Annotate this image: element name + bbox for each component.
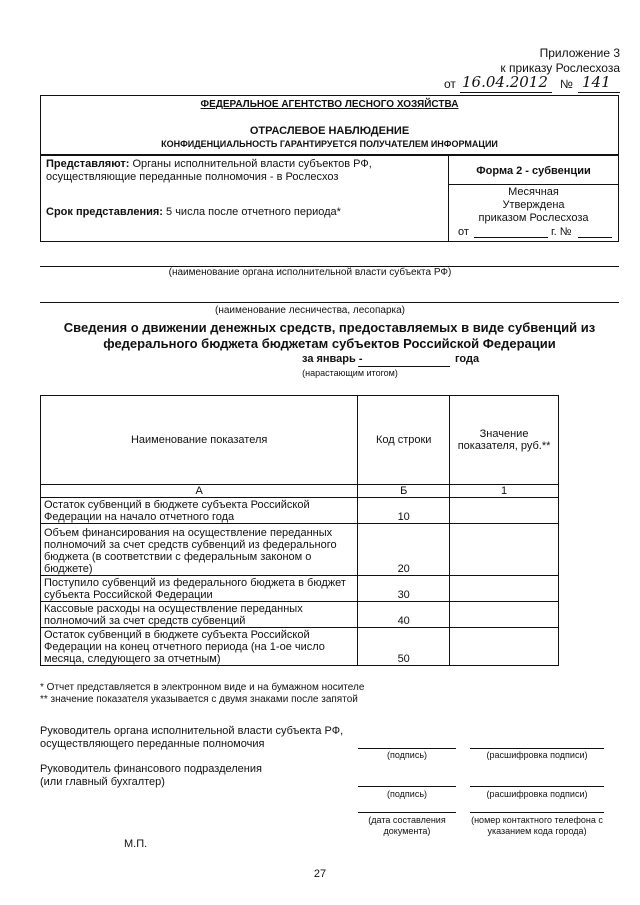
head-label-line1: Руководитель органа исполнительной власти субъекта РФ, xyxy=(40,725,344,737)
phone-caption-line2: указанием кода города) xyxy=(487,826,587,836)
observation-title: ОТРАСЛЕВОЕ НАБЛЮДЕНИЕ xyxy=(249,125,410,137)
row-name: Кассовые расходы на осуществление переданных полномочий за счет средств субвенций xyxy=(41,602,358,628)
forestry-input-line[interactable] xyxy=(40,302,619,303)
period-prefix: за январь - xyxy=(302,353,363,365)
agency-name: ФЕДЕРАЛЬНОЕ АГЕНТСТВО ЛЕСНОГО ХОЗЯЙСТВА xyxy=(200,99,459,110)
table-row xyxy=(41,628,559,666)
approved-from-label: от xyxy=(458,226,469,238)
approved-date-blank[interactable] xyxy=(474,237,548,238)
row-value-cell[interactable] xyxy=(450,498,559,524)
table-row xyxy=(41,602,559,628)
form-periodicity: Месячная xyxy=(508,186,559,198)
order-number-label: № xyxy=(560,77,573,91)
head-decode-caption: (расшифровка подписи) xyxy=(486,750,588,760)
order-date-line xyxy=(460,92,552,93)
form-title: Форма 2 - субвенции xyxy=(476,165,591,177)
table-header-row xyxy=(41,396,559,485)
column-label-1: 1 xyxy=(450,485,559,498)
appendix-label: Приложение 3 xyxy=(539,46,620,60)
report-title-line1: Сведения о движении денежных средств, предоставляемых в виде субвенций из xyxy=(63,320,596,335)
fin-signature-caption: (подпись) xyxy=(386,789,428,799)
submitters-line1: Органы исполнительной власти субъектов РФ, xyxy=(132,158,372,170)
cumulative-note: (нарастающим итогом) xyxy=(302,368,398,378)
column-label-a: А xyxy=(41,485,358,498)
deadline-label: Срок представления: xyxy=(46,206,163,218)
order-label: к приказу Рослесхоза xyxy=(500,61,620,75)
order-from-label: от xyxy=(444,77,456,91)
order-date-handwritten: 16.04.2012 xyxy=(462,73,548,91)
approved-number-label: г. № xyxy=(551,226,572,238)
header-indicator-value: Значение показателя, руб.** xyxy=(450,396,559,485)
period-input-line[interactable] xyxy=(358,366,450,367)
forestry-caption: (наименование лесничества, лесопарка) xyxy=(215,305,405,316)
row-code: 10 xyxy=(358,498,450,524)
table-row xyxy=(41,498,559,524)
head-label-line2: осуществляющего переданные полномочия xyxy=(40,738,265,750)
row-code: 20 xyxy=(358,524,450,576)
row-value-cell[interactable] xyxy=(450,576,559,602)
head-signature-line[interactable] xyxy=(358,748,456,749)
approved-number-blank[interactable] xyxy=(578,237,612,238)
form-title-bottom-line xyxy=(448,184,619,185)
row-value-cell[interactable] xyxy=(450,524,559,576)
row-name: Остаток субвенций в бюджете субъекта Российской Федерации на начало отчетного года xyxy=(41,498,358,524)
order-number-handwritten: 141 xyxy=(582,73,611,91)
fin-decode-caption: (расшифровка подписи) xyxy=(486,789,588,799)
table-column-labels-row xyxy=(41,485,559,498)
table-row xyxy=(41,524,559,576)
row-name: Объем финансирования на осуществление переданных полномочий за счет средств субвенций из федерального бюджета (в соответствии с федеральным законом о бюджете) xyxy=(41,524,358,576)
period-suffix: года xyxy=(455,353,480,365)
form-approved: Утверждена xyxy=(502,199,565,211)
header-row-code: Код строки xyxy=(358,396,450,485)
submitters xyxy=(46,158,372,170)
table-row xyxy=(41,576,559,602)
head-signature-caption: (подпись) xyxy=(386,750,428,760)
row-value-cell[interactable] xyxy=(450,628,559,666)
footnote-1: * Отчет представляется в электронном виде и на бумажном носителе xyxy=(40,682,365,693)
row-code: 40 xyxy=(358,602,450,628)
stamp-label: М.П. xyxy=(124,838,148,850)
indicators-table xyxy=(40,395,559,666)
fin-label-line2: (или главный бухгалтер) xyxy=(40,776,165,788)
date-input-line[interactable] xyxy=(358,812,456,813)
row-value-cell[interactable] xyxy=(450,602,559,628)
row-name: Остаток субвенций в бюджете субъекта Российской Федерации на конец отчетного периода (на 1-ое число месяца, следующего за отчетным) xyxy=(41,628,358,666)
deadline-value: 5 числа после отчетного периода* xyxy=(166,206,341,218)
head-decode-line[interactable] xyxy=(470,748,604,749)
confidentiality-note: КОНФИДЕНЦИАЛЬНОСТЬ ГАРАНТИРУЕТСЯ ПОЛУЧАТЕЛЕМ ИНФОРМАЦИИ xyxy=(161,139,498,149)
row-name: Поступило субвенций из федерального бюджета в бюджет субъекта Российской Федерации xyxy=(41,576,358,602)
fin-label-line1: Руководитель финансового подразделения xyxy=(40,763,262,775)
fin-decode-line[interactable] xyxy=(470,786,604,787)
row-code: 50 xyxy=(358,628,450,666)
report-title-line2: федерального бюджета бюджетам субъектов Российской Федерации xyxy=(103,336,556,351)
date-caption-line2: документа) xyxy=(383,826,431,836)
page-number: 27 xyxy=(313,868,327,880)
phone-caption-line1: (номер контактного телефона с xyxy=(471,815,603,825)
submitters-label: Представляют: xyxy=(46,158,130,170)
date-caption-line1: (дата составления xyxy=(368,815,446,825)
header-indicator-name: Наименование показателя xyxy=(41,396,358,485)
deadline xyxy=(46,206,341,218)
fin-signature-line[interactable] xyxy=(358,786,456,787)
phone-input-line[interactable] xyxy=(470,812,604,813)
order-number-line xyxy=(578,92,620,93)
column-label-b: Б xyxy=(358,485,450,498)
row-code: 30 xyxy=(358,576,450,602)
footnote-2: ** значение показателя указывается с двумя знаками после запятой xyxy=(40,694,358,705)
form-approved-by: приказом Рослесхоза xyxy=(478,212,589,224)
authority-caption: (наименование органа исполнительной власти субъекта РФ) xyxy=(168,267,452,278)
submitters-line2: осуществляющие переданные полномочия - в Рослесхоз xyxy=(46,171,339,183)
